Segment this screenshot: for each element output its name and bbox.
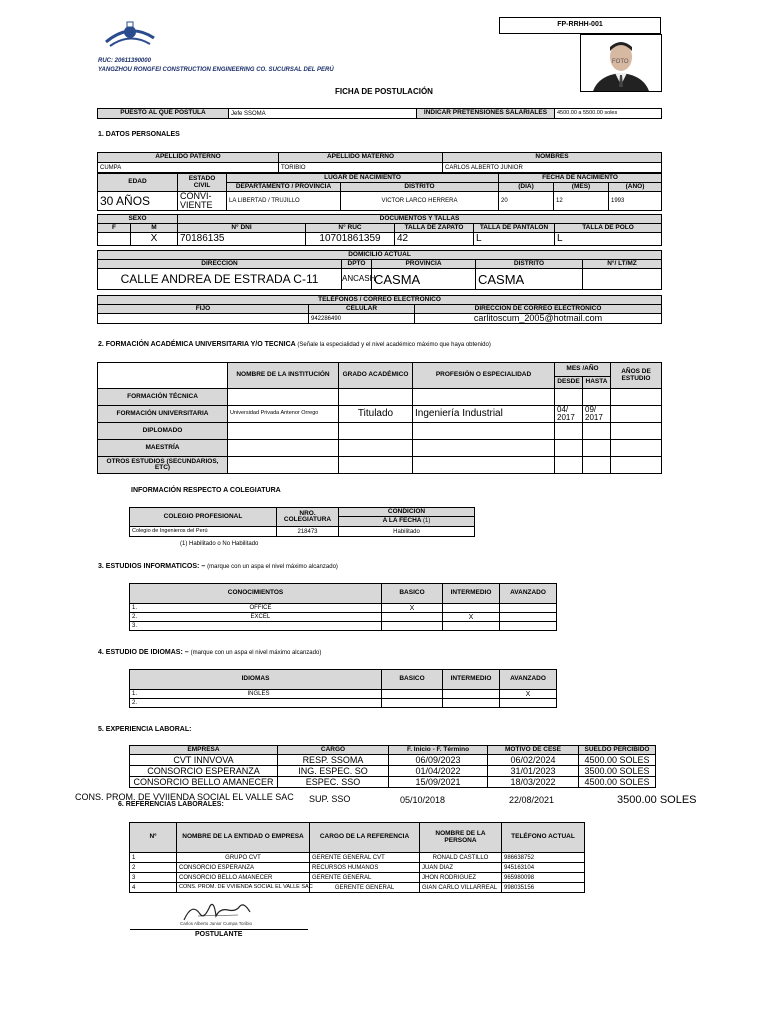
- exp-fin: 31/01/2023: [488, 766, 579, 777]
- salary-label: INDICAR PRETENSIONES SALARIALES: [417, 109, 555, 119]
- edu-label: DIPLOMADO: [98, 423, 228, 440]
- section-4-title-text: 4. ESTUDIO DE IDIOMAS: –: [98, 649, 189, 656]
- header-fecha-nac: FECHA DE NACIMIENTO: [499, 174, 662, 183]
- ref-n: 3: [130, 873, 177, 883]
- ref-persona: RONALD CASTILLO: [420, 853, 502, 863]
- header-materno: APELLIDO MATERNO: [279, 153, 443, 163]
- exp-cargo: ESPEC. SSO: [278, 777, 389, 788]
- header-provincia: PROVINCIA: [372, 260, 476, 269]
- ref-persona: GIAN CARLO VILLARREAL: [420, 883, 502, 893]
- header-dia: (DIA): [499, 183, 554, 192]
- skill-number: 2.: [132, 614, 138, 620]
- ref-n: 2: [130, 863, 177, 873]
- header-idiomas: IDIOMAS: [130, 670, 382, 690]
- signature-line: [130, 929, 308, 930]
- header-motivo: MOTIVO DE CESE: [488, 746, 579, 755]
- ref-cargo: GERENTE GENERAL: [310, 883, 420, 893]
- language-avanzado: X: [500, 690, 557, 699]
- colegiatura-table: [129, 507, 475, 537]
- section-2-title-text: 2. FORMACIÓN ACADÉMICA UNIVERSITARIA Y/O TECNICA: [98, 341, 296, 348]
- edu-grado: Titulado: [339, 406, 413, 423]
- header-a-la-fecha-text: A LA FECHA: [382, 517, 422, 525]
- header-footnote-mark: (1): [423, 518, 431, 525]
- header-estado-civil: ESTADO CIVIL: [178, 174, 227, 192]
- exp-inicio: 15/09/2021: [389, 777, 488, 788]
- dpto: ANCASH: [342, 269, 372, 290]
- edu-label: FORMACIÓN UNIVERSITARIA: [98, 406, 228, 423]
- header-sexo: SEXO: [98, 215, 178, 224]
- exp-extra-sueldo: 3500.00 SOLES: [617, 794, 697, 806]
- exp-extra-empresa: CONS. PROM. DE VVIIENDA SOCIAL EL VALLE SAC: [75, 792, 294, 802]
- colegiatura-note: (1) Habilitado o No Habilitado: [180, 541, 259, 547]
- header-n: Nº: [130, 823, 177, 853]
- header-pantalon: TALLA DE PANTALON: [474, 224, 555, 233]
- header-conocimientos: CONOCIMIENTOS: [130, 584, 382, 604]
- skill-number: 3.: [132, 623, 138, 629]
- correo: carlitoscum_2005@hotmail.com: [415, 314, 662, 324]
- applicant-photo: [580, 34, 662, 92]
- header-profesion: PROFESIÓN O ESPECIALIDAD: [413, 363, 555, 389]
- celular: 942286490: [309, 314, 415, 324]
- references-table: [129, 822, 585, 893]
- dni: 70186135: [178, 233, 306, 246]
- personal-names-table: [97, 152, 662, 173]
- header-mes: (MES): [554, 183, 609, 192]
- exp-empresa: CONSORCIO BELLO AMANECER: [130, 777, 278, 788]
- header-telefonos: TELÉFONOS / CORREO ELECTRONICO: [98, 296, 662, 305]
- form-code: FP-RRHH-001: [499, 17, 661, 34]
- header-zapato: TALLA DE ZAPATO: [395, 224, 474, 233]
- exp-extra-inicio: 05/10/2018: [400, 795, 446, 805]
- header-persona: NOMBRE DE LA PERSONA: [420, 823, 502, 853]
- skill-basico: X: [382, 604, 443, 613]
- talla-zapato: 42: [395, 233, 474, 246]
- exp-sueldo: 3500.00 SOLES: [579, 766, 656, 777]
- header-anios-estudio: AÑOS DE ESTUDIO: [611, 363, 662, 389]
- ref-entidad: CONSORCIO BELLO AMANECER: [177, 873, 310, 883]
- language-name: [130, 690, 382, 699]
- address-table: [97, 250, 662, 290]
- section-4-note: (marque con un aspa el nivel máximo alcanzado): [190, 650, 322, 656]
- contact-table: [97, 295, 662, 324]
- direccion: CALLE ANDREA DE ESTRADA C-11: [98, 269, 342, 290]
- skill-intermedio: [443, 604, 500, 613]
- salary-value: 4500.00 a 5500.00 soles: [555, 109, 662, 119]
- header-telefono: TELÉFONO ACTUAL: [502, 823, 585, 853]
- skill-avanzado: [500, 604, 557, 613]
- sexo-m: X: [131, 233, 178, 246]
- skill-number: 1.: [132, 605, 138, 611]
- position-table: [97, 108, 662, 119]
- header-nro-colegiatura: NRO. COLEGIATURA: [277, 508, 339, 527]
- edu-inst: [228, 389, 339, 406]
- edu-hasta: 09/ 2017: [583, 406, 611, 423]
- ref-cargo: GERENTE GENERAL CVT: [310, 853, 420, 863]
- header-mes-anio: MES /AÑO: [555, 363, 611, 377]
- edu-inst: Universidad Privada Antenor Orrego: [228, 406, 339, 423]
- ref-telefono: 998035156: [502, 883, 585, 893]
- exp-empresa: CVT INNVOVA: [130, 755, 278, 766]
- header-condicion: CONDICIÓN: [339, 508, 475, 517]
- section-6-title: 6. REFERENCIAS LABORALES:: [118, 801, 224, 808]
- header-dpto: DPTO: [342, 260, 372, 269]
- header-distrito: DISTRITO: [341, 183, 499, 192]
- header-cargo: CARGO: [278, 746, 389, 755]
- edu-label: FORMACIÓN TÉCNICA: [98, 389, 228, 406]
- exp-fin: 06/02/2024: [488, 755, 579, 766]
- exp-cargo: ING. ESPEC. SO: [278, 766, 389, 777]
- header-entidad: NOMBRE DE LA ENTIDAD O EMPRESA: [177, 823, 310, 853]
- section-1-title: 1. DATOS PERSONALES: [98, 131, 180, 138]
- language-number: 2.: [132, 700, 138, 706]
- header-avanzado: AVANZADO: [500, 584, 557, 604]
- ref-telefono: 986638752: [502, 853, 585, 863]
- skill-label: EXCEL: [250, 614, 271, 620]
- edu-desde: 04/ 2017: [555, 406, 583, 423]
- header-celular: CELULAR: [309, 305, 415, 314]
- header-basico: BASICO: [382, 670, 443, 690]
- section-3-note: (marque con un aspa el nivel máximo alcanzado): [207, 564, 338, 570]
- education-table: [97, 362, 662, 474]
- header-nombres: NOMBRES: [443, 153, 662, 163]
- header-dni: N° DNI: [178, 224, 306, 233]
- header-empresa: EMPRESA: [130, 746, 278, 755]
- ref-persona: JHON RODRIGUEZ: [420, 873, 502, 883]
- ref-n: 1: [130, 853, 177, 863]
- exp-extra-cargo: SUP. SSO: [309, 794, 351, 804]
- skill-label: OFFICE: [249, 605, 272, 611]
- departamento: LA LIBERTAD / TRUJILLO: [227, 192, 341, 211]
- section-2-note: (Señale la especialidad y el nivel académico máximo que haya obtenido): [297, 342, 491, 348]
- provincia: CASMA: [372, 269, 476, 290]
- apellido-materno: TORIBIO: [279, 163, 443, 173]
- signature-name: Carlos Alberto Junior Cumpa Toribio: [180, 921, 252, 926]
- header-edad: EDAD: [98, 174, 178, 192]
- computer-skills-table: [129, 583, 557, 631]
- ref-cargo: RECURSOS HUMANOS: [310, 863, 420, 873]
- exp-sueldo: 4500.00 SOLES: [579, 755, 656, 766]
- anio: 1993: [609, 192, 662, 211]
- edu-label: MAESTRÍA: [98, 440, 228, 457]
- header-lt: N°/ LT/MZ: [583, 260, 662, 269]
- header-correo: DIRECCIÓN DE CORREO ELECTRONICO: [415, 305, 662, 314]
- exp-empresa: CONSORCIO ESPERANZA: [130, 766, 278, 777]
- header-fechas: F. Inicio - F. Término: [389, 746, 488, 755]
- header-desde: DESDE: [555, 377, 583, 389]
- talla-pantalon: L: [474, 233, 555, 246]
- header-distrito-dom: DISTRITO: [476, 260, 583, 269]
- company-logo: [102, 18, 158, 54]
- header-colegio: COLEGIO PROFESIONAL: [130, 508, 277, 527]
- skill-name: [130, 622, 382, 631]
- language-number: 1.: [132, 691, 138, 697]
- distrito-dom: CASMA: [476, 269, 583, 290]
- ref-telefono: 945163104: [502, 863, 585, 873]
- exp-sueldo: 4500.00 SOLES: [579, 777, 656, 788]
- languages-table: [129, 669, 557, 708]
- header-direccion: DIRECCIÓN: [98, 260, 342, 269]
- skill-intermedio: X: [443, 613, 500, 622]
- form-title: FICHA DE POSTULACIÓN: [335, 87, 433, 96]
- header-departamento: DEPARTAMENTO / PROVINCIA: [227, 183, 341, 192]
- photo-label: FOTO: [612, 59, 629, 65]
- header-anio: (AÑO): [609, 183, 662, 192]
- header-f: F: [98, 224, 131, 233]
- documents-table: [97, 214, 662, 246]
- ref-entidad: CONS. PROM. DE VVIIENDA SOCIAL EL VALLE SAC: [177, 883, 310, 893]
- ruc: 10701861359: [306, 233, 395, 246]
- distrito-nacimiento: VICTOR LARCO HERRERA: [341, 192, 499, 211]
- apellido-paterno: CUMPA: [98, 163, 279, 173]
- skill-name: [130, 613, 382, 622]
- company-name: YANGZHOU RONGFEI CONSTRUCTION ENGINEERING CO. SUCURSAL DEL PERÚ: [98, 67, 334, 73]
- header-m: M: [131, 224, 178, 233]
- section-3-title: [98, 563, 338, 570]
- edad: 30 AÑOS: [98, 192, 178, 211]
- header-hasta: HASTA: [583, 377, 611, 389]
- ref-persona: JUAN DIAZ: [420, 863, 502, 873]
- language-label: INGLES: [247, 691, 270, 697]
- header-intermedio: INTERMEDIO: [443, 584, 500, 604]
- ref-cargo: GERENTE GENERAL: [310, 873, 420, 883]
- exp-cargo: RESP. SSOMA: [278, 755, 389, 766]
- exp-inicio: 01/04/2022: [389, 766, 488, 777]
- ref-n: 4: [130, 883, 177, 893]
- ref-telefono: 965980098: [502, 873, 585, 883]
- ref-entidad: CONSORCIO ESPERANZA: [177, 863, 310, 873]
- edu-label: OTROS ESTUDIOS (SECUNDARIOS, ETC): [98, 457, 228, 474]
- header-paterno: APELLIDO PATERNO: [98, 153, 279, 163]
- header-a-la-fecha: [339, 517, 475, 527]
- colegio: Colegio de Ingenieros del Perú: [130, 527, 277, 537]
- skill-name: [130, 604, 382, 613]
- header-cargo-ref: CARGO DE LA REFERENCIA: [310, 823, 420, 853]
- header-domicilio: DOMICILIO ACTUAL: [98, 251, 662, 260]
- signature-label: POSTULANTE: [195, 931, 243, 938]
- section-5-title: 5. EXPERIENCIA LABORAL:: [98, 726, 192, 733]
- exp-inicio: 06/09/2023: [389, 755, 488, 766]
- language-name: [130, 699, 382, 708]
- experience-table: [129, 745, 656, 788]
- header-ruc: N° RUC: [306, 224, 395, 233]
- dia: 20: [499, 192, 554, 211]
- skill-basico: [382, 613, 443, 622]
- nombres: CARLOS ALBERTO JUNIOR: [443, 163, 662, 173]
- exp-extra-fin: 22/08/2021: [509, 795, 555, 805]
- section-4-title: [98, 649, 321, 656]
- section-2-title: [98, 341, 491, 348]
- header-docs: DOCUMENTOS Y TALLAS: [178, 215, 662, 224]
- birth-table: [97, 173, 662, 211]
- nro-colegiatura: 218473: [277, 527, 339, 537]
- header-polo: TALLA DE POLO: [555, 224, 662, 233]
- header-institucion: NOMBRE DE LA INSTITUCIÓN: [228, 363, 339, 389]
- header-intermedio: INTERMEDIO: [443, 670, 500, 690]
- edu-profesion: Ingeniería Industrial: [413, 406, 555, 423]
- header-sueldo: SUELDO PERCIBIDO: [579, 746, 656, 755]
- estado-civil: CONVI-VIENTE: [178, 192, 227, 211]
- header-basico: BASICO: [382, 584, 443, 604]
- header-avanzado: AVANZADO: [500, 670, 557, 690]
- header-fijo: FIJO: [98, 305, 309, 314]
- header-grado: GRADO ACADÉMICO: [339, 363, 413, 389]
- exp-fin: 18/03/2022: [488, 777, 579, 788]
- condicion: Habilitado: [339, 527, 475, 537]
- skill-avanzado: [500, 613, 557, 622]
- header-lugar: LUGAR DE NACIMIENTO: [227, 174, 499, 183]
- talla-polo: L: [555, 233, 662, 246]
- section-3-title-text: 3. ESTUDIOS INFORMATICOS: –: [98, 563, 206, 570]
- ref-entidad: GRUPO CVT: [177, 853, 310, 863]
- company-ruc: RUC: 20611390000: [98, 58, 151, 64]
- colegiatura-title: INFORMACIÓN RESPECTO A COLEGIATURA: [131, 487, 281, 494]
- position-value: Jefe SSOMA: [229, 109, 417, 119]
- position-label: PUESTO AL QUE POSTULA: [98, 109, 229, 119]
- mes: 12: [554, 192, 609, 211]
